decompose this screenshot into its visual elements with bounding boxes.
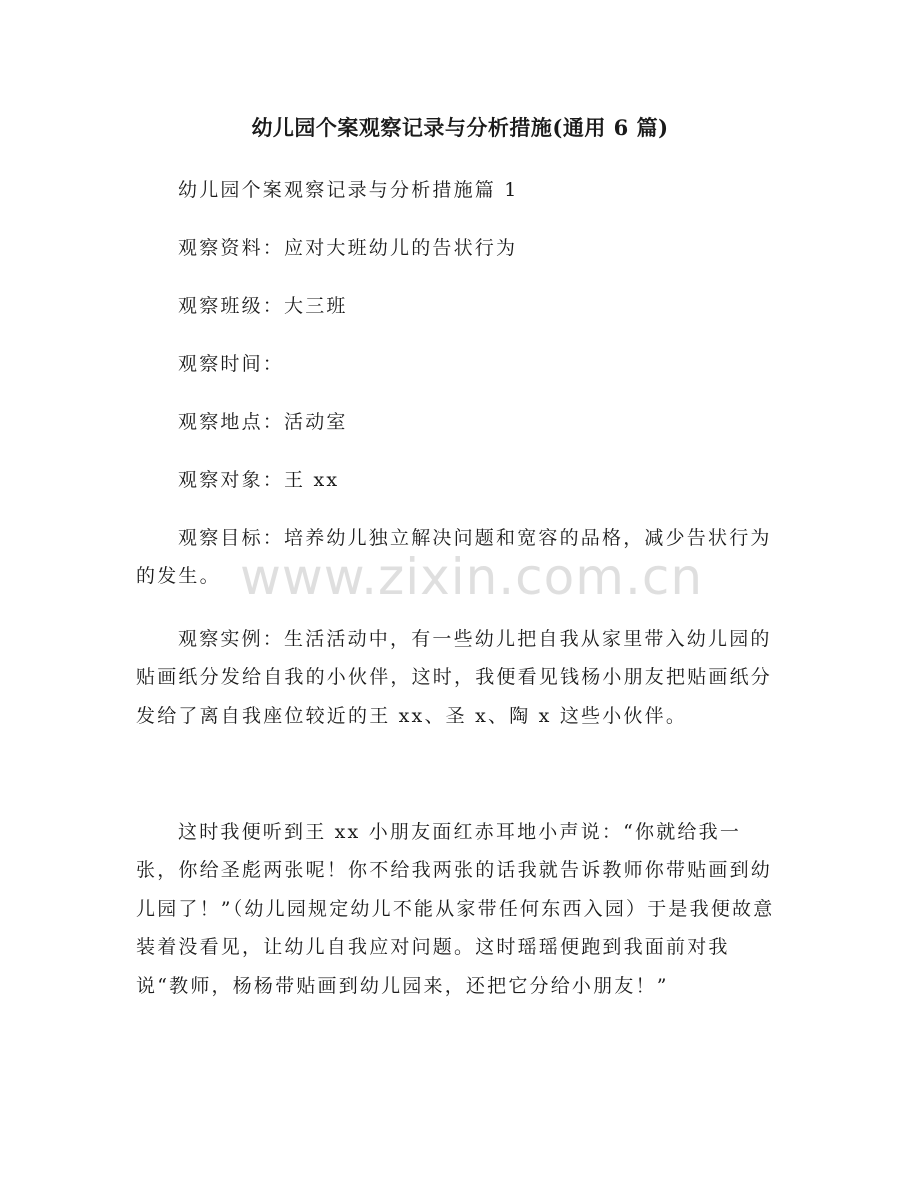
paragraph-observation-class: 观察班级：大三班	[178, 295, 348, 317]
document-title: 幼儿园个案观察记录与分析措施(通用 6 篇)	[251, 115, 669, 140]
paragraph-section-heading: 幼儿园个案观察记录与分析措施篇 1	[178, 179, 519, 201]
paragraph-observation-time: 观察时间：	[178, 353, 285, 375]
paragraph-observation-example: 观察实例：生活活动中，有一些幼儿把自我从家里带入幼儿园的贴画纸分发给自我的小伙伴，这时，我便看见钱杨小朋友把贴画纸分发给了离自我座位较近的王 xx、圣 x、陶 x 这些小伙伴。	[136, 628, 773, 727]
paragraph-observation-goal: 观察目标：培养幼儿独立解决问题和宽容的品格，减少告状行为的发生。	[136, 527, 772, 588]
paragraph-observation-subject: 观察对象：王 xx	[178, 469, 340, 491]
paragraph-observation-content: 观察资料：应对大班幼儿的告状行为	[178, 237, 518, 259]
paragraph-observation-narrative: 这时我便听到王 xx 小朋友面红赤耳地小声说：“你就给我一张，你给圣彪两张呢！你不给我两张的话我就告诉教师你带贴画到幼儿园了！”（幼儿园规定幼儿不能从家带任何东西入园）于是我便故意装着没看见，让幼儿自我应对问题。这时瑶瑶便跑到我面前对我说“教师，杨杨带贴画到幼儿园来，还把它分给小朋友！”	[136, 821, 775, 997]
paragraph-observation-location: 观察地点：活动室	[178, 411, 348, 433]
watermark: www.zixin.com.cn	[240, 548, 704, 606]
